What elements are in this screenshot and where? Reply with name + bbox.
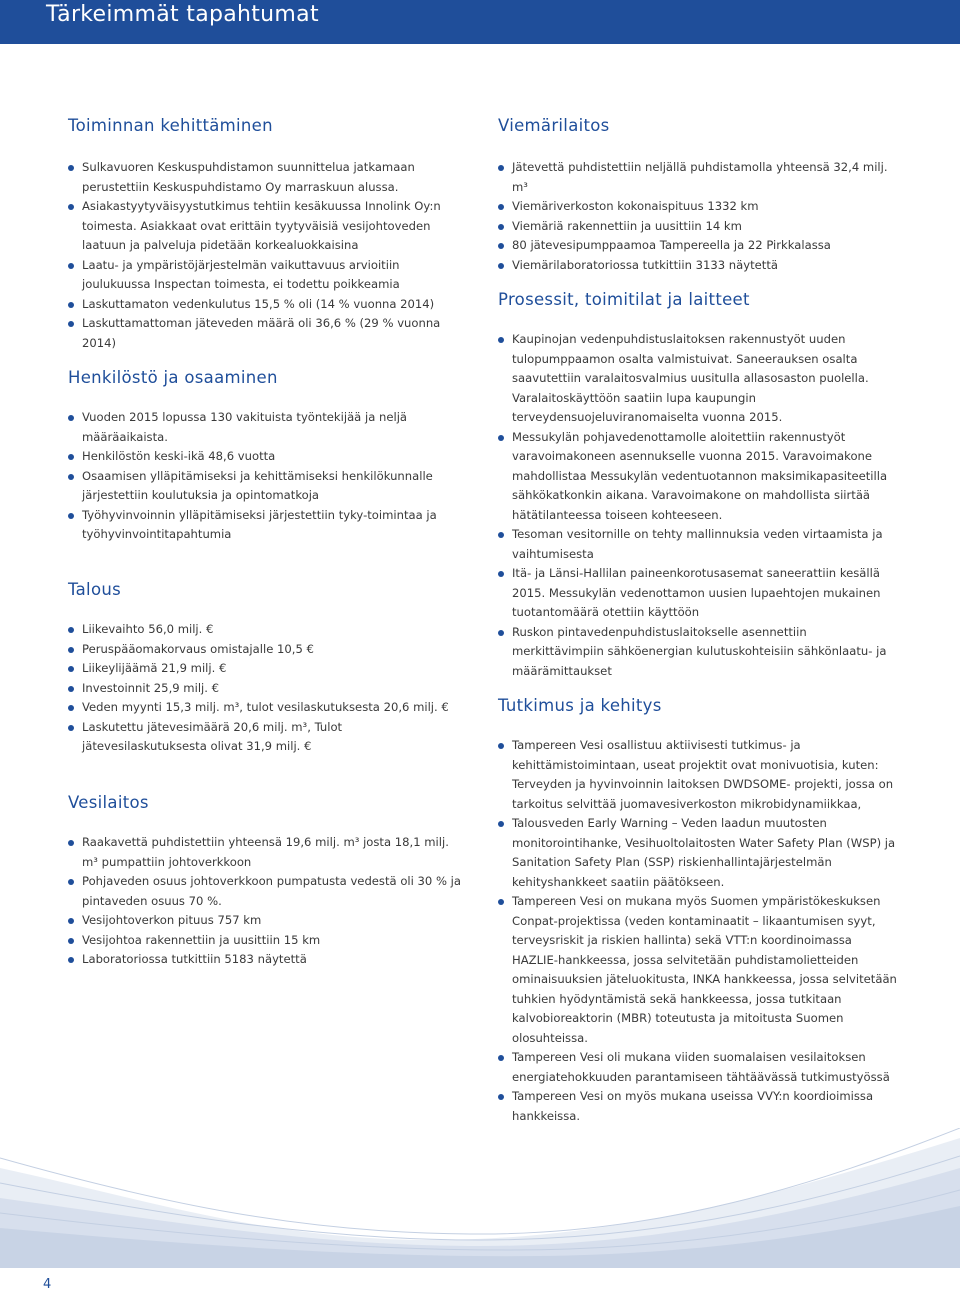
list-prosessit — [498, 330, 898, 681]
list-item: Osaamisen ylläpitämiseksi ja kehittämiseksi henkilökunnalle järjestettiin koulutuksia ja opintomatkoja — [68, 467, 468, 506]
section-title-toiminnan-kehittaminen: Toiminnan kehittäminen — [68, 116, 273, 135]
list-item: Jätevettä puhdistettiin neljällä puhdistamolla yhteensä 32,4 milj. m³ — [498, 158, 898, 197]
list-item: Laskuttamaton vedenkulutus 15,5 % oli (14 % vuonna 2014) — [68, 295, 468, 315]
list-viemarilaitos — [498, 158, 898, 275]
list-item: Tesoman vesitornille on tehty mallinnuksia veden virtaamista ja vaihtumisesta — [498, 525, 898, 564]
decorative-waves — [0, 1128, 960, 1268]
list-item: Raakavettä puhdistettiin yhteensä 19,6 milj. m³ josta 18,1 milj. m³ pumpattiin johtoverkkoon — [68, 833, 468, 872]
section-title-prosessit: Prosessit, toimitilat ja laitteet — [498, 290, 750, 309]
section-title-henkilosto: Henkilöstö ja osaaminen — [68, 368, 278, 387]
list-item: Vesijohtoa rakennettiin ja uusittiin 15 km — [68, 931, 468, 951]
list-item: Laskutettu jätevesimäärä 20,6 milj. m³, Tulot jätevesilaskutuksesta olivat 31,9 milj. € — [68, 718, 468, 757]
list-vesilaitos — [68, 833, 468, 970]
list-item: Itä- ja Länsi-Hallilan paineenkorotusasemat saneerattiin kesällä 2015. Messukylän vedenottamon uusien lupaehtojen mukainen tuotantomäärä otettiin käyttöön — [498, 564, 898, 623]
list-item: Laatu- ja ympäristöjärjestelmän vaikuttavuus arvioitiin joulukuussa Inspectan toimesta, ei todettu poikkeamia — [68, 256, 468, 295]
list-item: Talousveden Early Warning – Veden laadun muutosten monitorointihanke, Vesihuoltolaitosten Water Safety Plan (WSP) ja Sanitation Safety Plan (SSP) riskienhallintajärjestelmän kehityshankkeet saatiin päätökseen. — [498, 814, 898, 892]
list-item: Tampereen Vesi on mukana myös Suomen ympäristökeskuksen Conpat-projektissa (veden kontaminaatit – likaantumisen syyt, terveysriskit ja riskien hallinta) sekä VTT:n koordinoimassa HAZLIE-hankkeessa, jossa selvitetään puhdistamolietteiden ominaisuuksien jäteluokitusta, INKA hankkeessa, jossa selvitetään tuhkien hyödyntämistä sekä hankkeessa, jossa tutkitaan kalvobioreaktorin (MBR) toteutusta ja mitoitusta Suomen olosuhteissa. — [498, 892, 898, 1048]
list-item: Viemäriverkoston kokonaispituus 1332 km — [498, 197, 898, 217]
list-item: Viemärilaboratoriossa tutkittiin 3133 näytettä — [498, 256, 898, 276]
list-item: Asiakastyytyväisyystutkimus tehtiin kesäkuussa Innolink Oy:n toimesta. Asiakkaat ovat erittäin tyytyväisiä vesijohtoveden laatuun ja palveluja pidetään korkealuokkaisina — [68, 197, 468, 256]
list-item: Henkilöstön keski-ikä 48,6 vuotta — [68, 447, 468, 467]
page-title: Tärkeimmät tapahtumat — [46, 2, 319, 27]
list-item: Viemäriä rakennettiin ja uusittiin 14 km — [498, 217, 898, 237]
section-title-viemarilaitos: Viemärilaitos — [498, 116, 610, 135]
list-talous — [68, 620, 468, 757]
list-item: Messukylän pohjavedenottamolle aloitettiin rakennustyöt varavoimakoneen asennukselle vuonna 2015. Varavoimakone mahdollistaa Messukylän vedentuotannon maksimikapasiteetilla sähkökatkonkin aikana. Varavoimakone on mahdollista siirtää hätätilanteessa toiseen kohteeseen. — [498, 428, 898, 526]
section-title-talous: Talous — [68, 580, 121, 599]
list-item: Sulkavuoren Keskuspuhdistamon suunnittelua jatkamaan perustettiin Keskuspuhdistamo Oy marraskuun alussa. — [68, 158, 468, 197]
list-item: 80 jätevesipumppaamoa Tampereella ja 22 Pirkkalassa — [498, 236, 898, 256]
list-item: Ruskon pintavedenpuhdistuslaitokselle asennettiin merkittävimpiin sähköenergian kulutuskohteisiin sähkönlaatu- ja määrämittaukset — [498, 623, 898, 682]
list-item: Tampereen Vesi osallistuu aktiivisesti tutkimus- ja kehittämistoimintaan, useat projektit ovat monivuotisia, kuten: Terveyden ja hyvinvoinnin laitoksen DWDSOME- projekti, jossa on tarkoitus selvittää juomavesiverkoston mikrobidynamiikkaa, — [498, 736, 898, 814]
list-item: Tampereen Vesi on myös mukana useissa VVY:n koordioimissa hankkeissa. — [498, 1087, 898, 1126]
section-title-tutkimus: Tutkimus ja kehitys — [498, 696, 662, 715]
list-item: Vuoden 2015 lopussa 130 vakituista työntekijää ja neljä määräaikaista. — [68, 408, 468, 447]
page-header — [0, 0, 960, 44]
list-toiminnan-kehittaminen — [68, 158, 468, 353]
list-item: Laskuttamattoman jäteveden määrä oli 36,6 % (29 % vuonna 2014) — [68, 314, 468, 353]
list-tutkimus — [498, 736, 898, 1126]
list-item: Peruspääomakorvaus omistajalle 10,5 € — [68, 640, 468, 660]
list-item: Tampereen Vesi oli mukana viiden suomalaisen vesilaitoksen energiatehokkuuden parantamiseen tähtäävässä tutkimustyössä — [498, 1048, 898, 1087]
section-title-vesilaitos: Vesilaitos — [68, 793, 149, 812]
list-henkilosto — [68, 408, 468, 545]
list-item: Vesijohtoverkon pituus 757 km — [68, 911, 468, 931]
list-item: Kaupinojan vedenpuhdistuslaitoksen rakennustyöt uuden tulopumppaamon osalta valmistuivat. Saneerauksen osalta saavutettiin varalaitosvalmius uusitulla allasosaston puolella. Varalaitoskäyttöön saatiin lupa kaupungin terveydensuojeluviranomaiselta vuonna 2015. — [498, 330, 898, 428]
list-item: Liikeylijäämä 21,9 milj. € — [68, 659, 468, 679]
list-item: Pohjaveden osuus johtoverkkoon pumpatusta vedestä oli 30 % ja pintaveden osuus 70 %. — [68, 872, 468, 911]
list-item: Työhyvinvoinnin ylläpitämiseksi järjestettiin tyky-toimintaa ja työhyvinvointitapahtumia — [68, 506, 468, 545]
list-item: Liikevaihto 56,0 milj. € — [68, 620, 468, 640]
list-item: Investoinnit 25,9 milj. € — [68, 679, 468, 699]
list-item: Veden myynti 15,3 milj. m³, tulot vesilaskutuksesta 20,6 milj. € — [68, 698, 468, 718]
list-item: Laboratoriossa tutkittiin 5183 näytettä — [68, 950, 468, 970]
page-number: 4 — [43, 1277, 52, 1292]
